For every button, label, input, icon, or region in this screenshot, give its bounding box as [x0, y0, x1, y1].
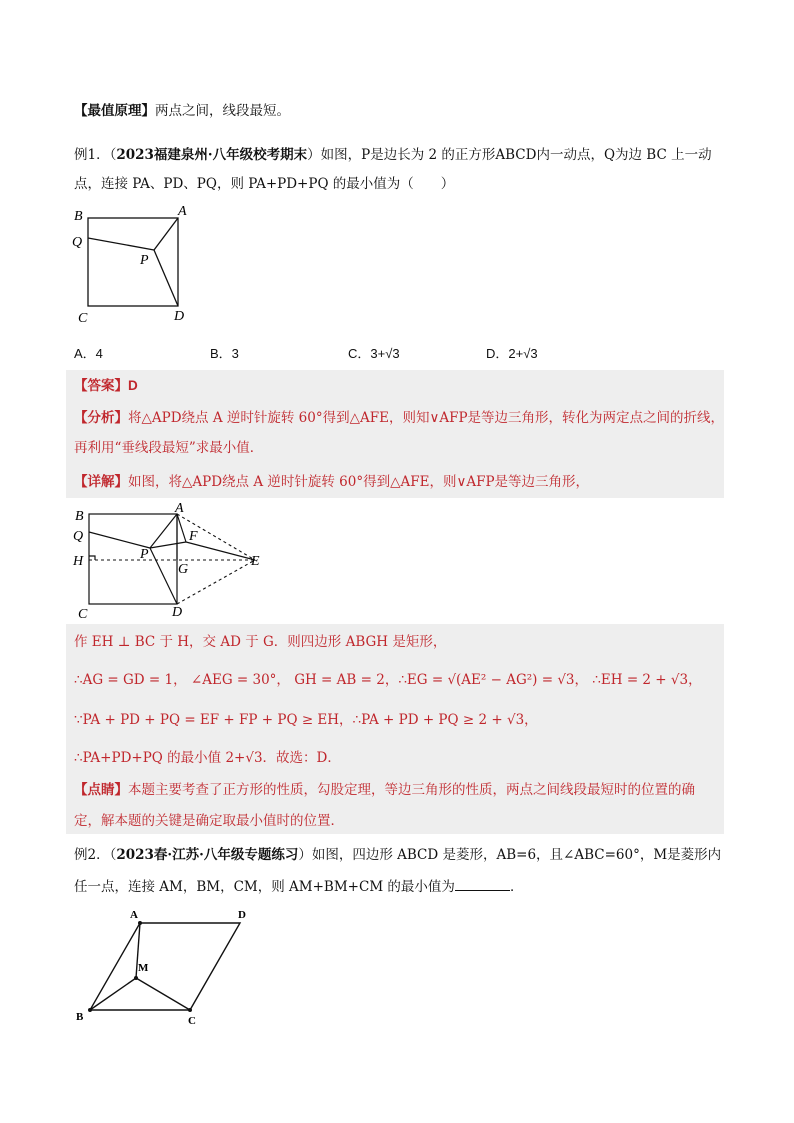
fig3-label-a: A	[130, 909, 138, 921]
remark-line1	[74, 780, 695, 800]
analysis-line2: 再利用“垂线段最短”求最小值．	[74, 440, 264, 456]
ex1-question-text: ）如图，P是边长为 2 的正方形ABCD内一动点，Q为边 BC 上一动	[307, 147, 712, 163]
remark-text-1: 本题主要考查了正方形的性质，勾股定理，等边三角形的性质，两点之间线段最短时的位置的确	[128, 782, 695, 798]
ex2-line2	[74, 876, 523, 897]
detail-line1	[74, 472, 589, 492]
detail-text-1: 如图，将△APD绕点 A 逆时针旋转 60°得到△AFE，则∨AFP是等边三角形，	[128, 474, 590, 490]
detail-label: 【详解】	[74, 474, 128, 490]
detail-step1: 作 EH ⊥ BC 于 H，交 AD 于 G．则四边形 ABGH 是矩形，	[74, 634, 447, 650]
fig3-label-b: B	[76, 1011, 84, 1023]
fig2-label-e: E	[251, 554, 260, 569]
option-a-letter: A．	[74, 346, 96, 361]
detail-step3: ∵PA + PD + PQ = EF + FP + PQ ≥ EH，∴PA + PD + PQ ≥ 2 + √3，	[74, 712, 538, 728]
answer-value: D	[128, 378, 138, 393]
fig2-label-d: D	[172, 605, 183, 620]
option-d-value: 2+√3	[508, 346, 538, 361]
fig1-label-d: D	[174, 309, 185, 324]
detail-rotation-figure	[70, 502, 264, 620]
ex2-prefix: 例2．（	[74, 847, 117, 863]
ex2-rhombus-figure	[70, 900, 260, 1030]
fig3-label-c: C	[188, 1015, 196, 1027]
analysis-label: 【分析】	[74, 410, 128, 426]
fig1-label-c: C	[78, 311, 88, 326]
ex1-prefix: 例1．（	[74, 147, 117, 163]
fig3-label-d: D	[238, 909, 246, 921]
ex1-line2: 点，连接 PA、PD、PQ，则 PA+PD+PQ 的最小值为（ ）	[74, 176, 455, 192]
analysis-line1	[74, 408, 724, 428]
fig2-label-a: A	[175, 502, 184, 516]
fig2-label-c: C	[78, 607, 88, 620]
fig2-label-p: P	[140, 547, 149, 562]
option-a-value: 4	[95, 346, 103, 361]
fig2-label-b: B	[75, 509, 84, 524]
ex1-square-figure	[70, 200, 200, 328]
answer-blank[interactable]	[455, 876, 510, 891]
principle-line	[74, 101, 290, 121]
answer-label: 【答案】	[74, 378, 128, 394]
option-d[interactable]	[486, 343, 538, 362]
fig1-label-b: B	[74, 209, 83, 224]
principle-text: 两点之间，线段最短。	[155, 103, 290, 119]
ex2-line2-end: ．	[509, 879, 524, 895]
fig1-label-q: Q	[72, 235, 83, 250]
option-a[interactable]	[74, 343, 103, 362]
principle-label: 【最值原理】	[74, 103, 155, 119]
option-b[interactable]	[210, 343, 239, 362]
remark-label: 【点睛】	[74, 782, 128, 798]
option-d-letter: D．	[486, 346, 509, 361]
remark-line2: 定，解本题的关键是确定取最小值时的位置．	[74, 813, 344, 829]
ex2-line1	[74, 845, 721, 865]
fig1-label-p: P	[140, 253, 149, 268]
fig1-label-a: A	[178, 204, 187, 219]
option-c-value: 3+√3	[370, 346, 400, 361]
option-b-value: 3	[231, 346, 239, 361]
fig2-label-g: G	[178, 562, 189, 577]
fig2-label-f: F	[189, 529, 198, 544]
fig2-label-q: Q	[73, 529, 84, 544]
analysis-text-1: 将△APD绕点 A 逆时针旋转 60°得到△AFE，则知∨AFP是等边三角形，转化为两定点之间的折线，	[128, 410, 725, 426]
ex1-source: 2023福建泉州·八年级校考期末	[116, 147, 308, 163]
ex2-question-text-2: 任一点，连接 AM，BM，CM，则 AM+BM+CM 的最小值为	[74, 879, 455, 895]
detail-step2: ∴AG = GD = 1， ∠AEG = 30°， GH = AB = 2，∴EG = √(AE² − AG²) = √3， ∴EH = 2 + √3，	[74, 672, 702, 688]
answer-line	[74, 376, 138, 396]
ex2-question-text: ）如图，四边形 ABCD 是菱形，AB=6，且∠ABC=60°，M是菱形内	[298, 847, 722, 863]
fig2-label-h: H	[73, 554, 84, 569]
detail-step4: ∴PA+PD+PQ 的最小值 2+√3．故选：D．	[74, 750, 341, 766]
option-c-letter: C．	[348, 346, 371, 361]
ex1-line1	[74, 145, 712, 165]
option-b-letter: B．	[210, 346, 232, 361]
option-c[interactable]	[348, 343, 400, 362]
ex2-source: 2023春·江苏·八年级专题练习	[116, 847, 299, 863]
fig3-label-m: M	[138, 962, 149, 974]
